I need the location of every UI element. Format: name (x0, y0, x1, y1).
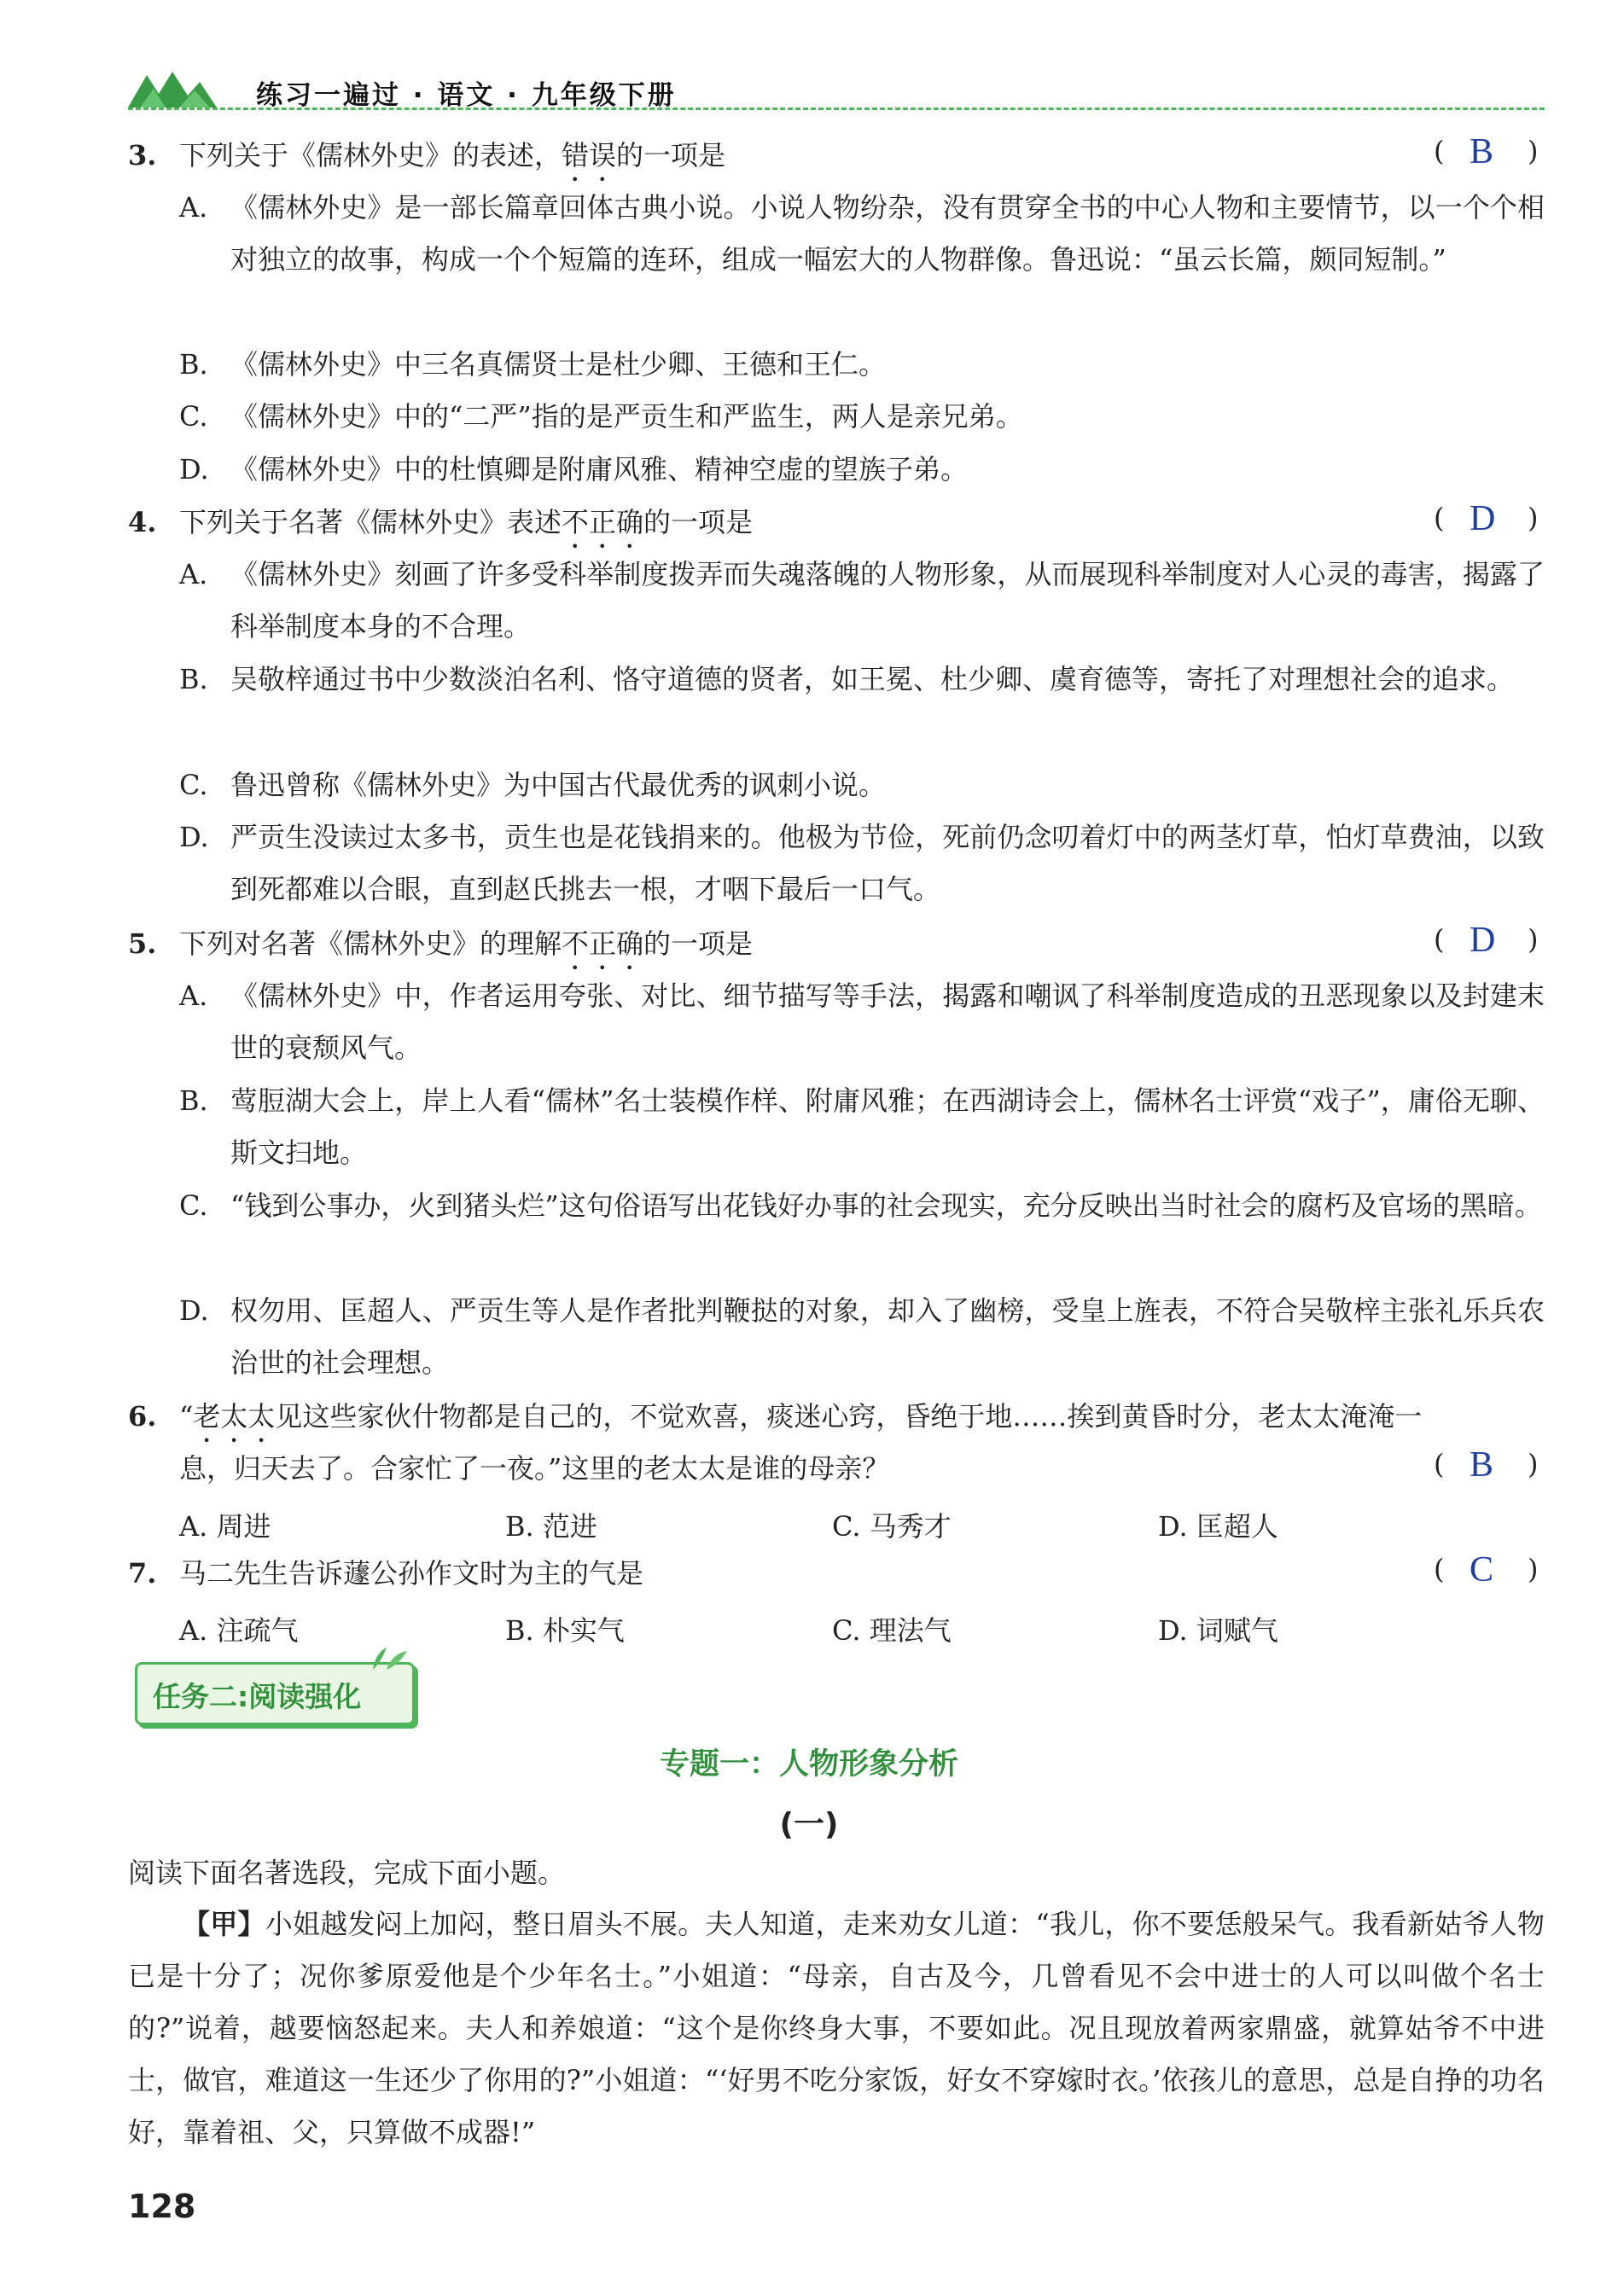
option-c: C. 鲁迅曾称《儒林外史》为中国古代最优秀的讽刺小说。 (179, 769, 887, 801)
option-b: B. 吴敬梓通过书中少数淡泊名利、恪守道德的贤者，如王冕、杜少卿、虞育德等，寄托了对理想社会的追求。 (179, 663, 1515, 695)
answer-letter: B (1470, 1445, 1494, 1485)
question-number: 7. (128, 1557, 157, 1590)
choice-a: A. 周进 (179, 1510, 271, 1543)
question-number: 6. (128, 1400, 157, 1433)
question-stem: 下列对名著《儒林外史》的理解不正确的一项是 (179, 927, 754, 960)
question-stem: 马二先生告诉蘧公孙作文时为主的气是 (179, 1557, 644, 1590)
page-number: 128 (128, 2188, 196, 2225)
task-label-text: 任务二:阅读强化 (153, 1680, 362, 1713)
answer-letter: B (1470, 132, 1494, 171)
option-a: A. 《儒林外史》刻画了许多受科举制度拨弄而失魂落魄的人物形象，从而展现科举制度对人心灵的毒害，揭露了科举制度本身的不合理。 (179, 558, 1545, 642)
page-header (128, 63, 1545, 114)
question-stem: “老太太见这些家伙什物都是自己的，不觉欢喜，痰迷心窍，昏绝于地……挨到黄昏时分，老太太淹淹一 (179, 1400, 1423, 1433)
option-c: C. 《儒林外史》中的“二严”指的是严贡生和严监生，两人是亲兄弟。 (179, 400, 1023, 433)
option-b: B. 《儒林外史》中三名真儒贤士是杜少卿、王德和王仁。 (179, 348, 887, 381)
option-d: D. 《儒林外史》中的杜慎卿是附庸风雅、精神空虚的望族子弟。 (179, 453, 969, 485)
option-c: C. “钱到公事办，火到猪头烂”这句俗语写出花钱好办事的社会现实，充分反映出当时社会的腐朽及官场的黑暗。 (179, 1189, 1542, 1222)
choice-a: A. 注疏气 (179, 1614, 299, 1647)
answer-letter: D (1470, 921, 1496, 960)
mountain-logo-icon (128, 70, 230, 108)
choice-d: D. 匡超人 (1158, 1510, 1278, 1543)
passage-text: 小姐越发闷上加闷，整日眉头不展。夫人知道，走来劝女儿道：“我儿，你不要恁般呆气。我看新姑爷人物已是十分了；况你爹原爱他是个少年名士。”小姐道：“母亲，自古及今，几曾看见不会中进士的人可以叫做个名士的?”说着，越要恼怒起来。夫人和养娘道：“这个是你终身大事，不要如此。况且现放着两家鼎盛，就算姑爷不中进士，做官，难道这一生还少了你用的?”小姐道：“‘好男不吃分家饭，好女不穿嫁时衣。’依孩儿的意思，总是自挣的功名好，靠着祖、父，只算做不成器!” (128, 1908, 1545, 2148)
reading-passage (128, 1898, 1545, 2159)
topic-subtitle: (一) (779, 1807, 839, 1842)
option-a: A. 《儒林外史》中，作者运用夸张、对比、细节描写等手法，揭露和嘲讽了科举制度造成的丑恶现象以及封建末世的衰颓风气。 (179, 979, 1545, 1064)
choice-c: C. 理法气 (832, 1614, 952, 1647)
reading-instruction: 阅读下面名著选段，完成下面小题。 (128, 1857, 566, 1889)
leaf-icon (368, 1646, 410, 1671)
question-stem: 下列关于《儒林外史》的表述，错误的一项是 (179, 139, 726, 171)
question-stem: 下列关于名著《儒林外史》表述不正确的一项是 (179, 506, 754, 538)
option-d: D. 权勿用、匡超人、严贡生等人是作者批判鞭挞的对象，却入了幽榜，受皇上旌表，不符合吴敬梓主张礼乐兵农治世的社会理想。 (179, 1294, 1545, 1379)
question-number: 5. (128, 927, 157, 960)
header-title: 练习一遍过 · 语文 · 九年级下册 (256, 80, 677, 111)
question-number: 4. (128, 506, 157, 538)
choice-b: B. 范进 (505, 1510, 597, 1543)
answer-letter: C (1470, 1550, 1494, 1590)
task-label (135, 1662, 415, 1725)
option-d: D. 严贡生没读过太多书，贡生也是花钱捐来的。他极为节俭，死前仍念叨着灯中的两茎灯草，怕灯草费油，以致到死都难以合眼，直到赵氏挑去一根，才咽下最后一口气。 (179, 821, 1545, 905)
choice-c: C. 马秀才 (832, 1510, 952, 1543)
passage-tag: 【甲】 (183, 1908, 265, 1940)
topic-title: 专题一：人物形象分析 (659, 1747, 958, 1782)
choice-d: D. 词赋气 (1158, 1614, 1278, 1647)
header-divider (128, 108, 1545, 110)
choice-b: B. 朴实气 (505, 1614, 625, 1647)
answer-letter: D (1470, 499, 1496, 538)
question-number: 3. (128, 139, 157, 171)
option-b: B. 莺脰湖大会上，岸上人看“儒林”名士装模作样、附庸风雅；在西湖诗会上，儒林名士评赏“戏子”，庸俗无聊、斯文扫地。 (179, 1084, 1545, 1169)
option-a: A. 《儒林外史》是一部长篇章回体古典小说。小说人物纷杂，没有贯穿全书的中心人物和主要情节，以一个个相对独立的故事，构成一个个短篇的连环，组成一幅宏大的人物群像。鲁迅说：“虽云长篇，颇同短制。” (179, 191, 1545, 276)
